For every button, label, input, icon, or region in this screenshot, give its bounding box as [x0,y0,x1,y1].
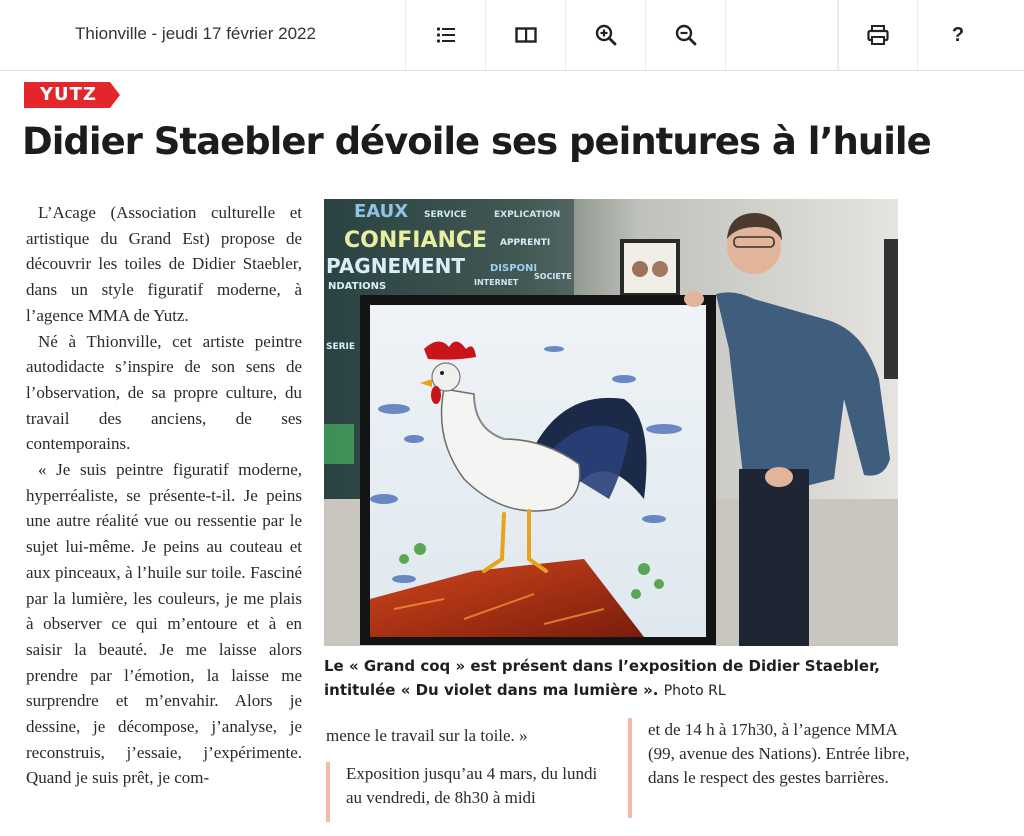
wall-word: PAGNEMENT [326,254,466,278]
photo-credit: Photo RL [663,683,726,699]
kicker-label: YUTZ [40,84,97,105]
list-button[interactable] [405,0,486,70]
wall-word: SOCIETE [534,272,572,281]
edition-date: Thionville - jeudi 17 février 2022 [75,24,316,43]
toolbar-spacer [725,0,839,70]
wall-word: SERVICE [424,210,467,220]
wall-word: SERIE [326,342,356,352]
wall-word: APPRENTI [500,238,551,248]
columns-icon [515,27,537,43]
zoom-in-icon [595,24,617,46]
print-button[interactable] [837,0,918,70]
body-paragraph-3: « Je suis peintre figuratif moderne, hyperréaliste, se présente-t-il. Je peins une autre réalité vue ou ressentie par le sujet lui-même. Je peins au couteau et aux pinceaux, à l’huile sur toile. Fasciné par la lumière, les couleurs, je me plais à observer ce qui m’entoure et à en saisir la beauté. Je me laisse alors prendre par l’émotion, la laisse me surprendre et m’envahir. Alors je dessine, je décompose, j’analyse, je reconstruis, j’essaie, j’expérimente. Quand je suis prêt, je com- [26,460,302,788]
rooster-painting-photo [324,199,898,646]
zoom-out-button[interactable] [645,0,726,70]
list-icon [436,27,456,43]
photo-caption [324,654,898,703]
wall-word: CONFIANCE [344,228,488,253]
article-body-left-column [26,200,302,791]
wall-word: DISPONI [490,263,538,274]
wall-word: INTERNET [474,278,519,287]
wall-word: NDATIONS [328,281,387,292]
zoom-in-button[interactable] [565,0,646,70]
help-icon: ? [951,23,965,46]
info-box-hours-text: et de 14 h à 17h30, à l’agence MMA (99, avenue des Nations). Entrée libre, dans le respect des gestes barrières. [648,720,910,787]
help-button[interactable] [917,0,998,70]
print-icon [867,25,889,45]
zoom-out-icon [675,24,697,46]
body-paragraph-2: Né à Thionville, cet artiste peintre autodidacte s’inspire de son sens de l’observation, de sa propre culture, du travail des anciens, de ses contemporains. [26,331,302,454]
info-box-dates: Exposition jusqu’au 4 mars, du lundi au vendredi, de 8h30 à midi [326,762,608,822]
article-headline: Didier Staebler dévoile ses peintures à l’huile [22,120,931,163]
caption-text: Le « Grand coq » est présent dans l’exposition de Didier Staebler, intitulée « Du violet dans ma lumière ». [324,657,880,699]
article-photo [324,199,898,646]
article-continuation: mence le travail sur la toile. » [326,726,528,745]
body-paragraph-1: L’Acage (Association culturelle et artistique du Grand Est) propose de découvrir les toiles de Didier Staebler, dans un style figuratif moderne, à l’agence MMA de Yutz. [26,203,302,325]
section-kicker [24,82,120,108]
wall-word: EXPLICATION [494,210,561,220]
toolbar [0,0,1024,71]
info-box-hours [628,718,910,818]
wall-word: EAUX [354,201,409,222]
columns-button[interactable] [485,0,566,70]
